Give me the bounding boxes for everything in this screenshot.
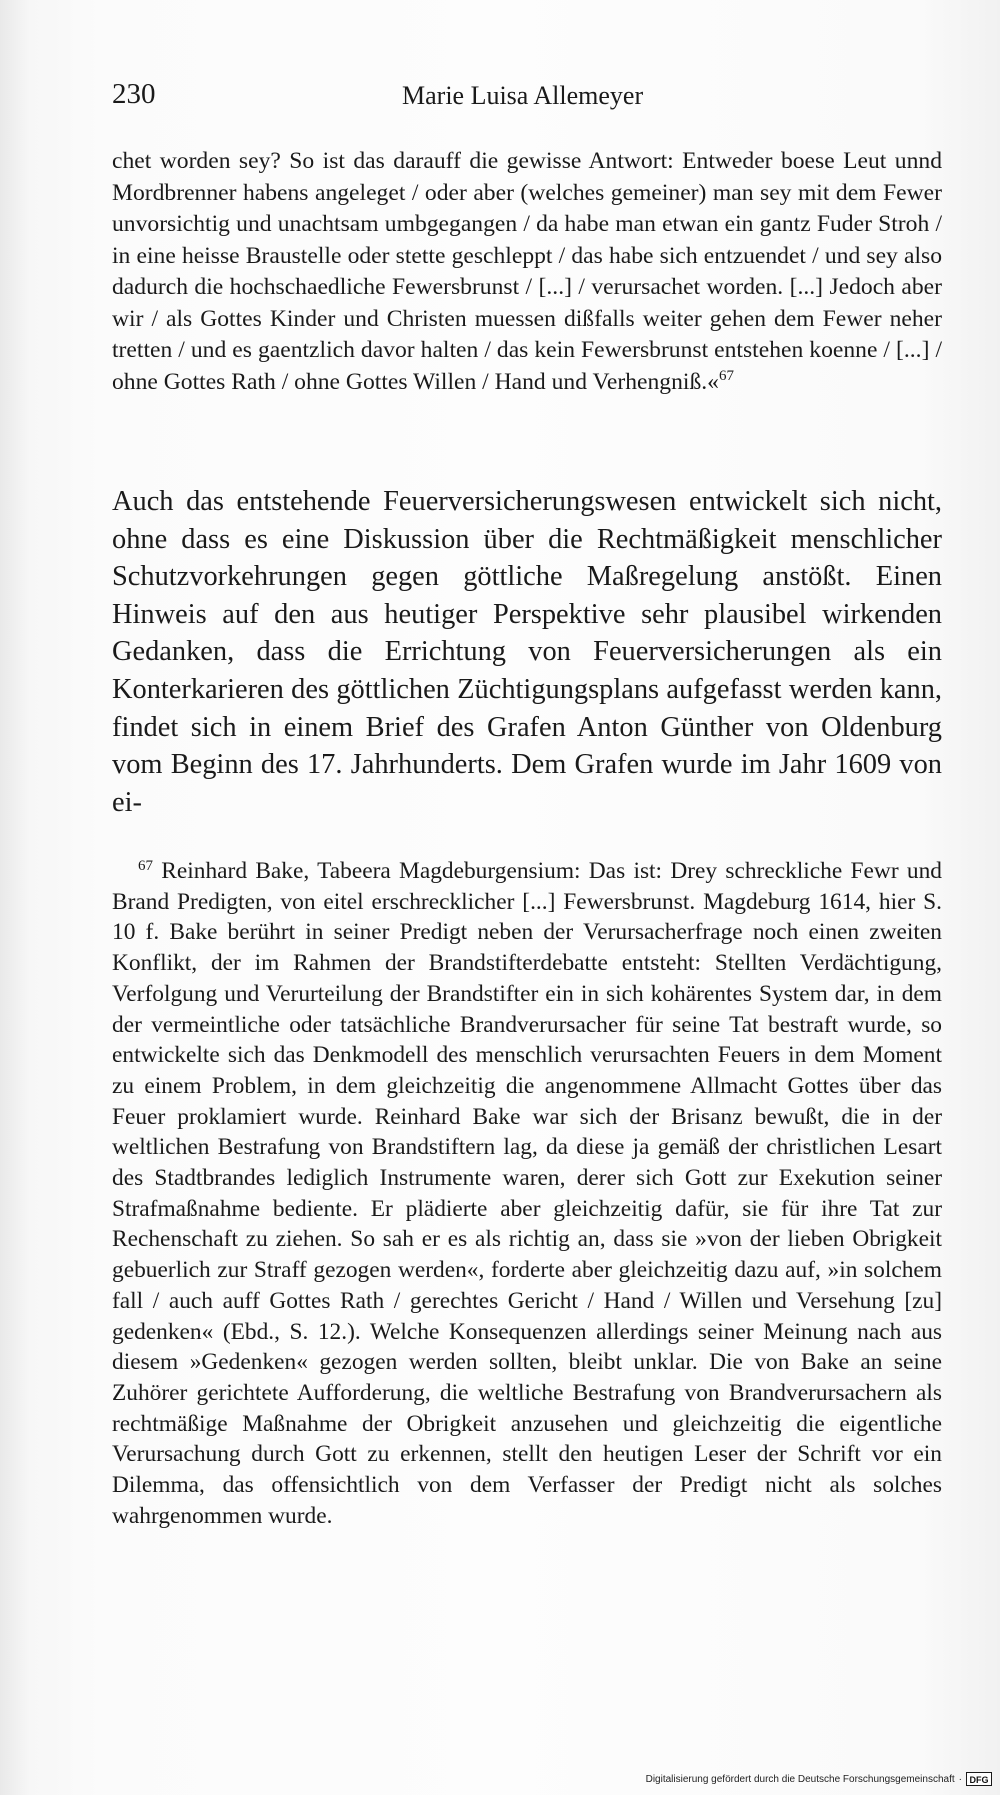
quote-text: chet worden sey? So ist das darauff die gewisse Antwort: Entweder boese Leut unnd Mordbrenner habens angeleget / oder aber (welches gemeiner) man sey mit dem Fewer unvorsichtig und unachtsam umbgegangen / da habe man etwan ein gantz Fuder Stroh / in eine heisse Braustelle oder stette geschleppt / das habe sich entzuendet / und sey also dadurch die hochschaedliche Fewersbrunst / [...] / verursachet worden. [...] Jedoch aber wir / als Gottes Kinder und Christen muessen dißfalls weiter gehen dem Fewer neher tretten / und es gaentzlich davor halten / das kein Fewersbrunst entstehen koenne / [...] / ohne Gottes Rath / ohne Gottes Willen / Hand und Verhengniß.«: [112, 148, 942, 395]
footnote-reference[interactable]: 67: [718, 367, 734, 384]
footnote-number: 67: [138, 858, 153, 874]
dfg-logo-icon: DFG: [966, 1772, 992, 1786]
running-head-author: Marie Luisa Allemeyer: [402, 81, 644, 110]
footnote-text: Reinhard Bake, Tabeera Magdeburgensium: Das ist: Drey schreckliche Fewr und Brand Predigten, von eitel erschrecklicher [...] Fewersbrunst. Magdeburg 1614, hier S. 10 f. Bake berührt in seiner Predigt neben der Verursacherfrage noch einen zweiten Konflikt, der im Rahmen der Brandstifterdebatte entsteht: Stellten Verdächtigung, Verfolgung und Verurteilung der Brandstifter ein in sich kohärentes System dar, in dem der vermeintliche oder tatsächliche Brandverursacher für seine Tat bestraft wurde, so entwickelte sich das Denkmodell des menschlich verursachten Feuers in dem Moment zu einem Problem, in dem gleichzeitig die angenommene Allmacht Gottes über das Feuer proklamiert wurde. Reinhard Bake war sich der Brisanz bewußt, die in der weltlichen Bestrafung von Brandstiftern lag, da diese ja gemäß der christlichen Lesart des Stadtbrandes lediglich Instrumente waren, derer sich Gott zur Exekution seiner Strafmaßnahme bediente. Er plädierte aber gleichzeitig dafür, sie für ihre Tat zur Rechenschaft zu ziehen. So sah er es als richtig an, dass sie »von der lieben Obrigkeit gebuerlich zur Straff gezogen werden«, forderte aber gleichzeitig dazu auf, »in solchem fall / auch auff Gottes Rath / gerechtes Gericht / Hand / Willen und Versehung [zu] gedenken« (Ebd., S. 12.). Welche Konsequenzen allerdings seiner Meinung nach aus diesem »Gedenken« gezogen werden sollten, bleibt unklar. Die von Bake an seine Zuhörer gerichtete Aufforderung, die weltliche Bestrafung von Brandverursachern als rechtmäßige Maßnahme der Obrigkeit anzusehen und gleichzeitig die eigentliche Verursachung durch Gott zu erkennen, stellt den heutigen Leser der Schrift vor ein Dilemma, das offensichtlich von dem Verfasser der Predigt nicht als solches wahrgenommen wurde.: [112, 858, 942, 1529]
page-number: 230: [112, 78, 156, 110]
block-quote: [112, 146, 942, 398]
page-header: [112, 74, 942, 114]
digitization-credit: [646, 1771, 992, 1787]
credit-text: Digitalisierung gefördert durch die Deutsche Forschungsgemeinschaft: [645, 1773, 955, 1785]
footnote: [112, 856, 942, 1531]
credit-separator: ·: [958, 1773, 962, 1785]
body-paragraph: Auch das entstehende Feuerversicherungswesen entwickelt sich nicht, ohne dass es eine Diskussion über die Rechtmäßigkeit menschlicher Schutzvorkehrungen gegen göttliche Maßregelung anstößt. Einen Hinweis auf den aus heutiger Perspektive sehr plausibel wirkenden Gedanken, dass die Errichtung von Feuerversicherungen als ein Konterkarieren des göttlichen Züchtigungsplans aufgefasst werden kann, findet sich in einem Brief des Grafen Anton Günther von Oldenburg vom Beginn des 17. Jahrhunderts. Dem Grafen wurde im Jahr 1609 von ei-: [112, 486, 942, 818]
